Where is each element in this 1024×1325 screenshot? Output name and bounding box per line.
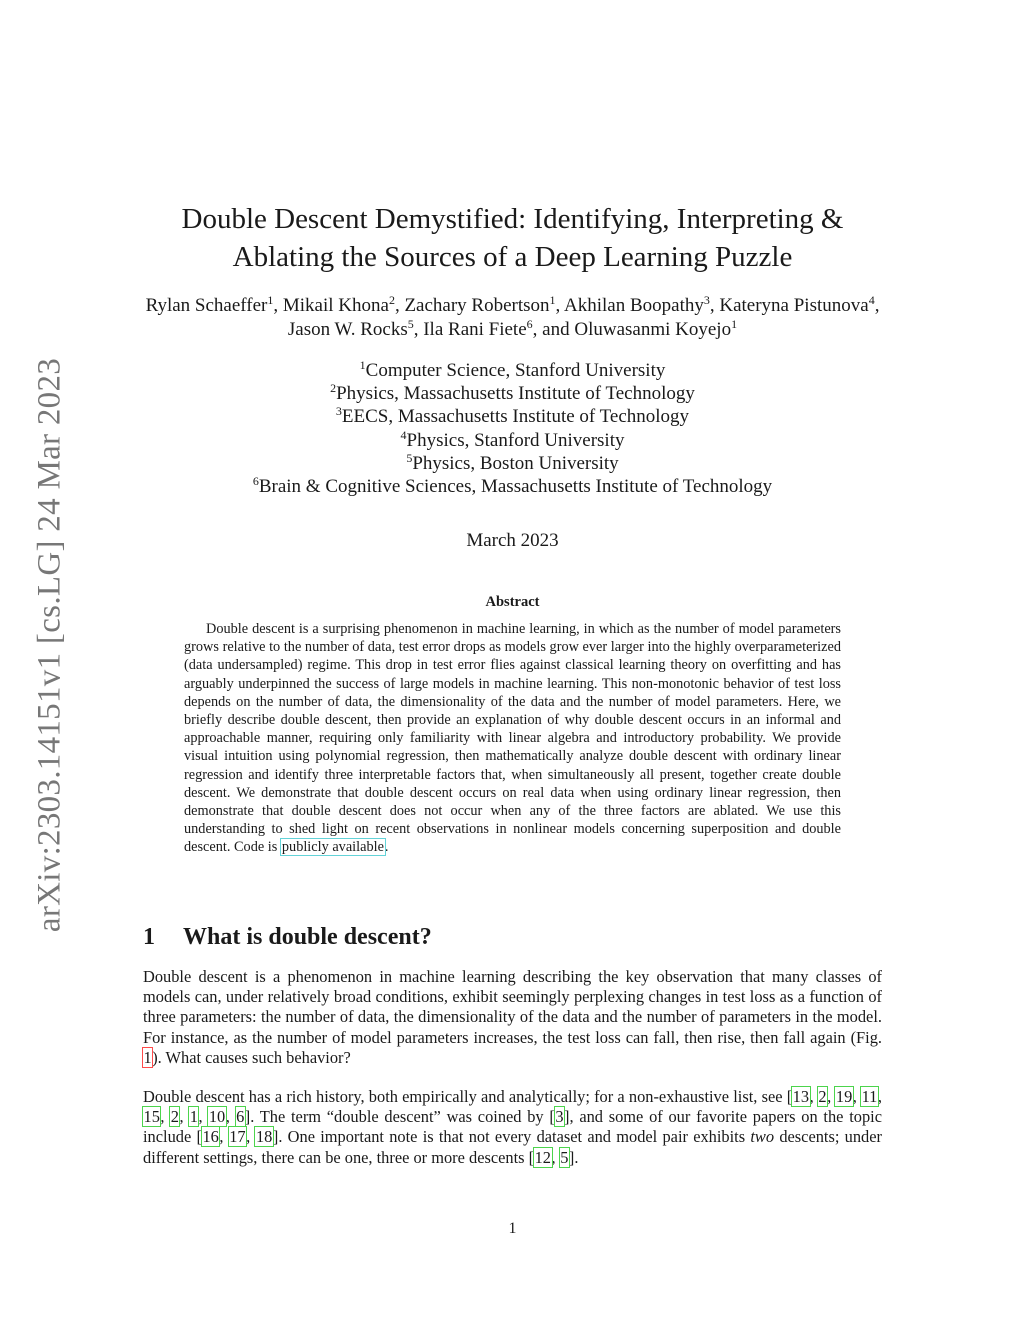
affiliation-list bbox=[140, 359, 885, 498]
section-number: 1 bbox=[143, 924, 155, 950]
citation-link[interactable]: 15 bbox=[143, 1107, 160, 1127]
page-number: 1 bbox=[508, 1220, 517, 1237]
figure-ref-link[interactable]: 1 bbox=[143, 1047, 152, 1067]
author-list bbox=[140, 294, 885, 342]
section-heading bbox=[143, 924, 888, 951]
citation-link[interactable]: 17 bbox=[229, 1127, 246, 1147]
citation-link[interactable]: 19 bbox=[835, 1087, 853, 1106]
citation-link[interactable]: 3 bbox=[555, 1107, 564, 1127]
author: Kateryna Pistunova$^4$, bbox=[719, 293, 880, 316]
citation-link[interactable]: 2 bbox=[818, 1087, 827, 1106]
affiliation: $^2$Physics, Massachusetts Institute of Technology bbox=[330, 381, 695, 405]
author: Mikail Khona$^2$, bbox=[282, 293, 405, 316]
section-title: What is double descent? bbox=[183, 924, 432, 950]
code-link[interactable]: publicly available bbox=[281, 839, 384, 856]
emphasis: two bbox=[750, 1127, 775, 1147]
title-line-1: Double Descent Demystified: Identifying, Interpreting & bbox=[181, 203, 844, 235]
citation-link[interactable]: 6 bbox=[236, 1107, 245, 1127]
citation-link[interactable]: 2 bbox=[170, 1107, 179, 1127]
title-line-2: Ablating the Sources of a Deep Learning Puzzle bbox=[232, 241, 793, 273]
arxiv-identifier-text: arXiv:2303.14151v1 [cs.LG] 24 Mar 2023 bbox=[31, 357, 68, 933]
publication-date: March 2023 bbox=[466, 530, 559, 551]
citation-link[interactable]: 12 bbox=[534, 1147, 551, 1167]
author: Zachary Robertson$^1$, bbox=[404, 293, 564, 316]
author: Ila Rani Fiete$^6$, and bbox=[423, 317, 575, 340]
author: Oluwasanmi Koyejo$^1$ bbox=[574, 317, 738, 340]
affiliation: $^6$Brain & Cognitive Sciences, Massachusetts Institute of Technology bbox=[252, 474, 773, 498]
affiliation: $^1$Computer Science, Stanford University bbox=[359, 358, 666, 381]
abstract-body: Double descent is a surprising phenomenon in machine learning, in which as the number of model parameters grows relative to the number of data, test error drops as models grow ever larger into the highly overparameterized (data undersampled) regime. This drop in test error flies against classical learning theory on overfitting and has arguably underpinned the success of large models in machine learning. This non-monotonic behavior of test loss depends on the number of data, the dimensionality of the data and the number of model parameters. Here, we briefly describe double descent, then provide an explanation of why double descent occurs in an informal and approachable manner, requiring only familiarity with linear algebra and introductory probability. We provide visual intuition using polynomial regression, then mathematically analyze double descent with ordinary linear regression and identify three interpretable factors that, when simultaneously all present, together create double descent. We demonstrate that double descent occurs on real data when using ordinary linear regression, then demonstrate that double descent does not occur when any of the three factors are ablated. We use this understanding to shed light on recent observations in nonlinear models concerning superposition and double descent. Code is publicly available. bbox=[184, 621, 841, 856]
citation-link[interactable]: 13 bbox=[792, 1087, 810, 1106]
paper-title bbox=[140, 200, 885, 276]
citation-link[interactable]: 11 bbox=[861, 1087, 878, 1106]
citation-link[interactable]: 10 bbox=[208, 1107, 226, 1127]
author: Rylan Schaeffer$^1$, bbox=[145, 293, 283, 316]
citation-link[interactable]: 1 bbox=[189, 1107, 198, 1127]
affiliation: $^5$Physics, Boston University bbox=[406, 450, 619, 474]
author: Akhilan Boopathy$^3$, bbox=[564, 293, 720, 316]
arxiv-identifier bbox=[30, 350, 70, 940]
abstract-heading: Abstract bbox=[485, 594, 540, 610]
citation-link[interactable]: 18 bbox=[255, 1127, 273, 1147]
paragraph-1: Double descent is a phenomenon in machine learning describing the key observation that many classes of models can, under relatively broad conditions, exhibit seemingly perplexing changes in test loss as a function of three parameters: the number of data, the dimensionality of the data and the number of parameters in the model. For instance, as the number of model parameters increases, the test loss can fall, then rise, then fall again (Fig. 1). What causes such behavior? bbox=[143, 967, 882, 1067]
citation-link[interactable]: 16 bbox=[202, 1127, 219, 1147]
affiliation: $^3$EECS, Massachusetts Institute of Technology bbox=[335, 404, 690, 428]
author: Jason W. Rocks$^5$, bbox=[287, 317, 424, 340]
paragraph-2: Double descent has a rich history, both empirically and analytically; for a non-exhaustive list, see [13, 2, 19, 11, 15, 2, 1, 10, 6]. The term “double descent” was coined by [3], and some of our favorite papers on the topic include [16, 17, 18]. One important note is that not every dataset and model pair exhibits two descents; under different settings, there can be one, three or more descents [12, 5]. bbox=[143, 1087, 882, 1167]
affiliation: $^4$Physics, Stanford University bbox=[400, 427, 625, 451]
citation-link[interactable]: 5 bbox=[560, 1147, 569, 1167]
